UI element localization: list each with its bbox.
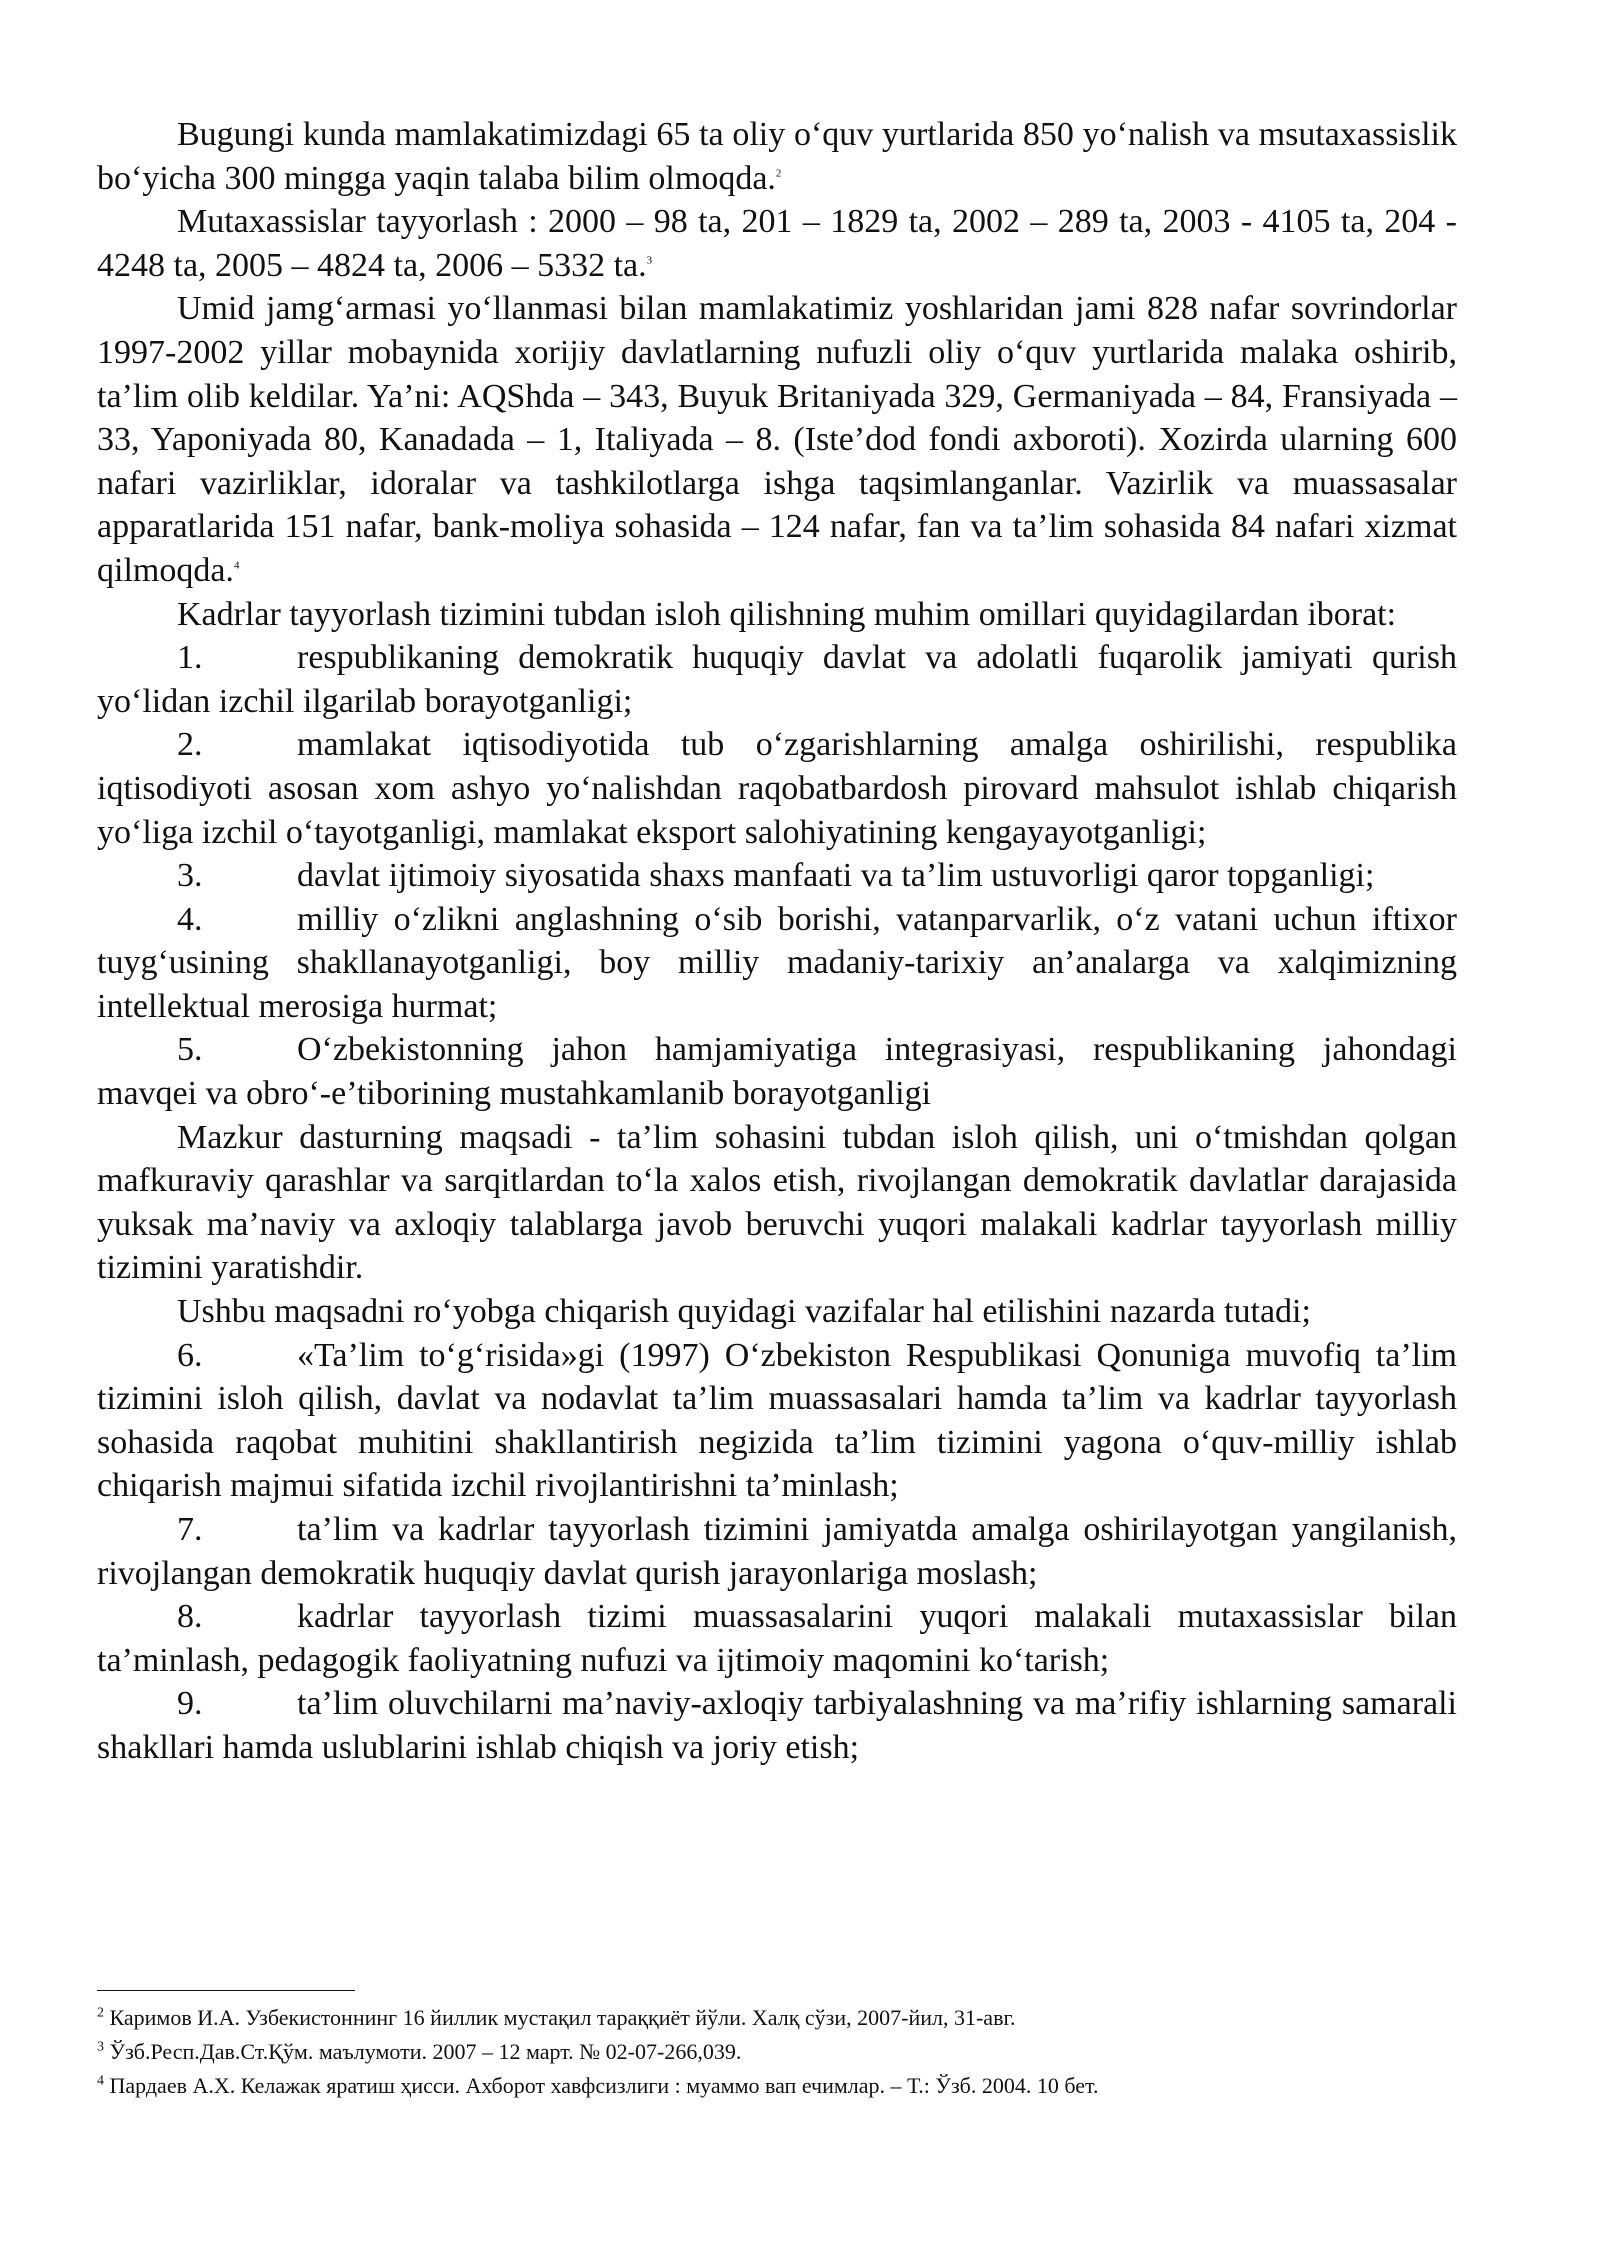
list-item xyxy=(97,1682,1457,1769)
list-item-text: ta’lim oluvchilarni ma’naviy-axloqiy tarbiyalashning va ma’rifiy ishlarning samarali shakllari hamda uslublarini ishlab chiqish va joriy etish; xyxy=(97,1685,1457,1766)
footnote-text: Каримов И.А. Узбекистоннинг 16 йиллик мустақил тараққиёт йўли. Халқ сўзи, 2007-йил, 31-авг. xyxy=(104,2005,1016,2030)
list-item-number: 2. xyxy=(177,726,203,764)
list-item-text: kadrlar tayyorlash tizimi muassasalarini yuqori malakali mutaxassislar bilan ta’minlash, pedagogik faoliyatning nufuzi va ijtimoiy maqomini ko‘tarish; xyxy=(97,1598,1457,1679)
paragraph-specialists: Mutaxassislar tayyorlash : 2000 – 98 ta, 201 – 1829 ta, 2002 – 289 ta, 2003 - 4105 ta, 204 - 4248 ta, 2005 – 4824 ta, 2006 – 5332 ta.$^3$ xyxy=(97,203,1457,284)
footnote-ref-4: 4 xyxy=(233,559,240,572)
list-item-text: mamlakat iqtisodiyotida tub o‘zgarishlarning amalga oshirilishi, respublika iqtisodiyoti asosan xom ashyo yo‘nalishdan raqobatbardosh pirovard mahsulot ishlab chiqarish yo‘liga izchil o‘tayotganligi, mamlakat eksport salohiyatining kengayayotganligi; xyxy=(97,726,1457,851)
paragraph-students: Bugungi kunda mamlakatimizdagi 65 ta oliy o‘quv yurtlarida 850 yo‘nalish va msutaxassislik bo‘yicha 300 mingga yaqin talaba bilim olmoqda.$^2$ xyxy=(97,116,1457,197)
list-item-number: 3. xyxy=(177,857,203,895)
footnote-ref-3: 3 xyxy=(646,254,653,267)
footnote-ref-2: 2 xyxy=(775,167,782,180)
footnote-text: Пардаев А.Х. Келажак яратиш ҳисси. Ахборот хавфсизлиги : муаммо вап ечимлар. – Т.: Ўзб. 2004. 10 бет. xyxy=(104,2073,1099,2098)
list-item-number: 8. xyxy=(177,1598,203,1636)
list-item xyxy=(97,1028,1457,1115)
list-item-number: 9. xyxy=(177,1685,203,1723)
paragraph-factors-intro: Kadrlar tayyorlash tizimini tubdan isloh qilishning muhim omillari quyidagilardan iborat: xyxy=(177,595,1397,633)
list-item xyxy=(97,1508,1457,1595)
list-item-text: O‘zbekistonning jahon hamjamiyatiga integrasiyasi, respublikaning jahondagi mavqei va obro‘-e’tiborining mustahkamlanib borayotganligi xyxy=(97,1031,1457,1113)
footnote-mark: 4 xyxy=(97,2073,104,2089)
footnote-mark: 2 xyxy=(97,2005,104,2021)
footnote-item xyxy=(97,2035,1457,2069)
list-item-number: 1. xyxy=(177,639,203,677)
list-item-number: 4. xyxy=(177,900,203,938)
paragraph-umid-fund: Umid jamg‘armasi yo‘llanmasi bilan mamlakatimiz yoshlaridan jami 828 nafar sovrindorlar 1997-2002 yillar mobaynida xorijiy davlatlarning nufuzli oliy o‘quv yurtlarida malaka oshirib, ta’lim olib keldilar. Ya’ni: AQShda – 343, Buyuk Britaniyada 329, Germaniyada – 84, Fransiyada – 33, Yaponiyada 80, Kanadada – 1, Italiyada – 8. (Iste’dod fondi axboroti). Xozirda ularning 600 nafari vazirliklar, idoralar va tashkilotlarga ishga taqsimlanganlar. Vazirlik va muassasalar apparatlarida 151 nafar, bank-moliya sohasida – 124 nafar, fan va ta’lim sohasida 84 nafari xizmat qilmoqda.$^4$ xyxy=(97,290,1457,589)
footnote-mark: 3 xyxy=(97,2039,104,2055)
list-item-number: 6. xyxy=(177,1336,203,1374)
list-item xyxy=(97,854,1457,898)
list-item xyxy=(97,1595,1457,1682)
list-item xyxy=(97,898,1457,1029)
footnote-item xyxy=(97,2069,1457,2103)
footnote-text: Ўзб.Респ.Дав.Ст.Қўм. маълумоти. 2007 – 12 март. № 02-07-266,039. xyxy=(104,2039,742,2064)
list-item xyxy=(97,723,1457,854)
list-item-text: respublikaning demokratik huquqiy davlat va adolatli fuqarolik jamiyati qurish yo‘lidan izchil ilgarilab borayotganligi; xyxy=(97,639,1457,720)
list-item xyxy=(97,636,1457,723)
paragraph-program-goal: Mazkur dasturning maqsadi - ta’lim sohasini tubdan isloh qilish, uni o‘tmishdan qolgan mafkuraviy qarashlar va sarqitlardan to‘la xalos etish, rivojlangan demokratik davlatlar darajasida yuksak ma’naviy va axloqiy talablarga javob beruvchi yuqori malakali kadrlar tayyorlash milliy tizimini yaratishdir. xyxy=(97,1118,1457,1287)
list-item-text: ta’lim va kadrlar tayyorlash tizimini jamiyatda amalga oshirilayotgan yangilanish, rivojlangan demokratik huquqiy davlat qurish jarayonlariga moslash; xyxy=(97,1511,1457,1592)
paragraph-tasks-intro: Ushbu maqsadni ro‘yobga chiqarish quyidagi vazifalar hal etilishini nazarda tutadi; xyxy=(177,1293,1311,1331)
footnote-separator xyxy=(97,1990,355,1991)
list-item-number: 5. xyxy=(177,1031,203,1069)
list-item-text: milliy o‘zlikni anglashning o‘sib borishi, vatanparvarlik, o‘z vatani uchun iftixor tuyg‘usining shakllanayotganligi, boy milliy madaniy-tarixiy an’analarga va xalqimizning intellektual merosiga hurmat; xyxy=(97,900,1457,1025)
footnotes xyxy=(97,1990,1457,2103)
list-item-text: davlat ijtimoiy siyosatida shaxs manfaati va ta’lim ustuvorligi qaror topganligi; xyxy=(297,857,1375,895)
list-item xyxy=(97,1334,1457,1508)
list-item-number: 7. xyxy=(177,1511,203,1548)
list-item-text: «Ta’lim to‘g‘risida»gi (1997) O‘zbekiston Respublikasi Qonuniga muvofiq ta’lim tizimini isloh qilish, davlat va nodavlat ta’lim muassasalari hamda ta’lim va kadrlar tayyorlash sohasida raqobat muhitini shakllantirish negizida ta’lim tizimini yagona o‘quv-milliy ishlab chiqarish majmui sifatida izchil rivojlantirishni ta’minlash; xyxy=(97,1336,1457,1505)
footnote-item xyxy=(97,2001,1457,2035)
